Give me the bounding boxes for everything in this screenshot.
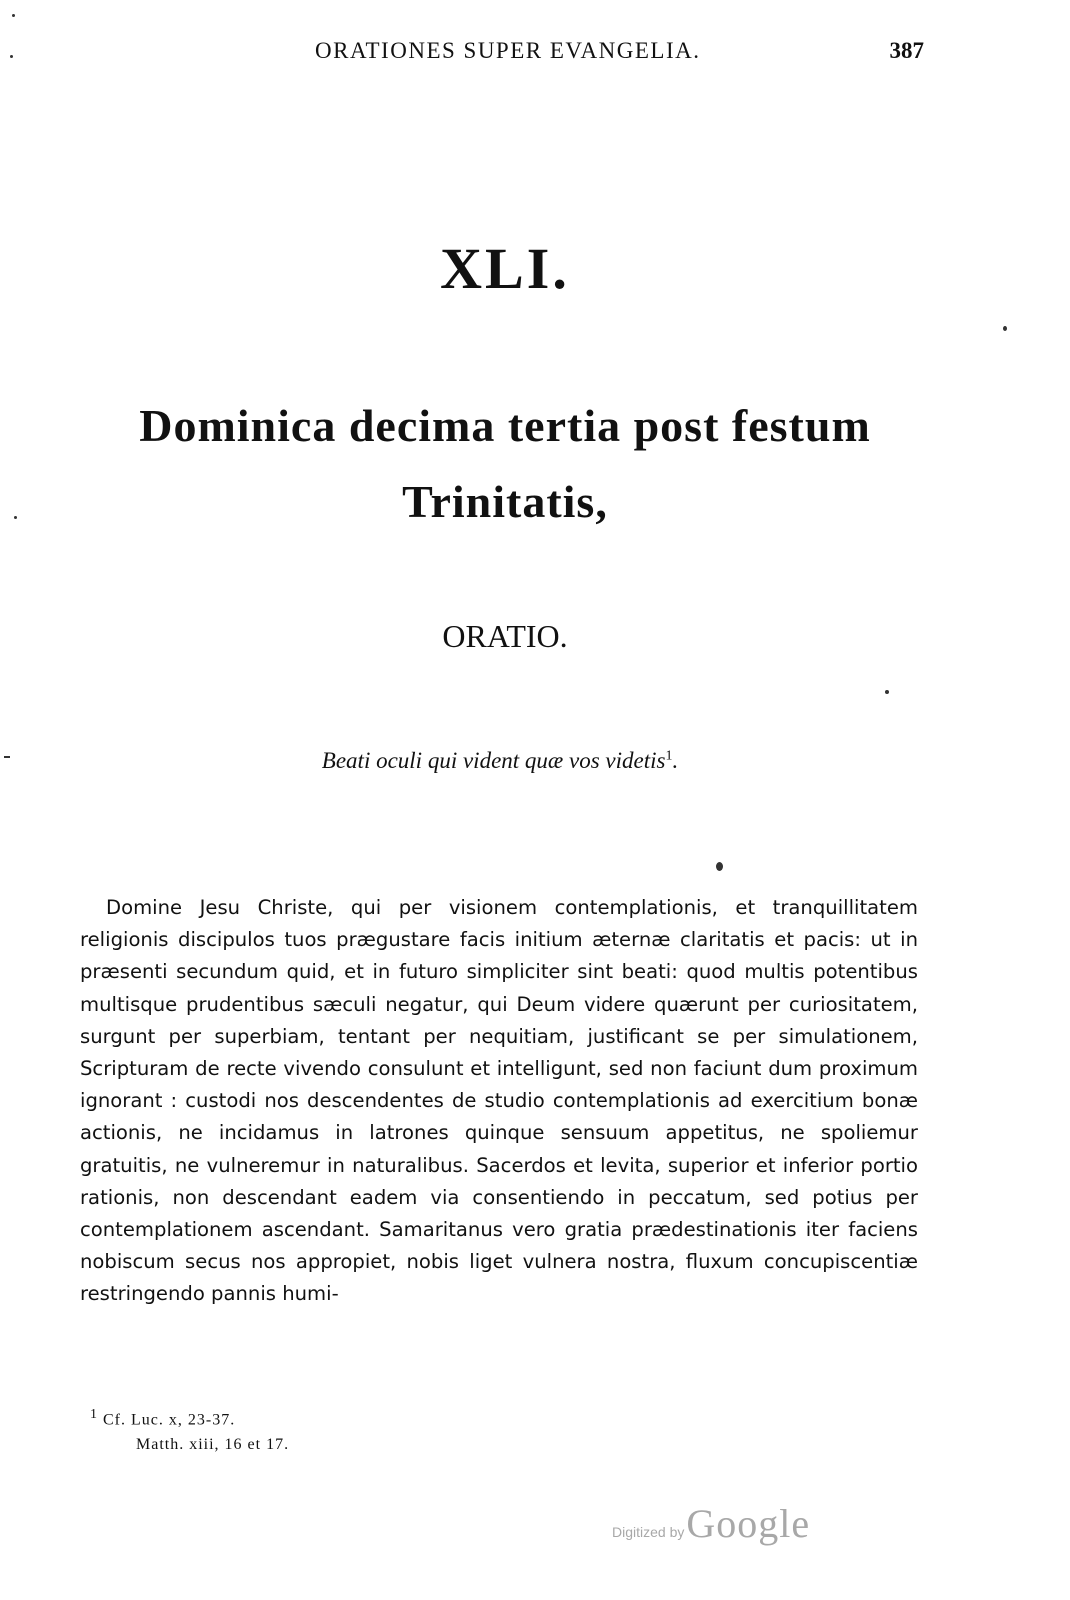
scan-speck — [10, 55, 13, 58]
epigraph — [0, 748, 1000, 774]
running-head: ORATIONES SUPER EVANGELIA. — [315, 38, 701, 63]
footnote-reference: 1 — [665, 748, 673, 764]
body-paragraph: Domine Jesu Christe, qui per visionem contemplationis, et tranquillitatem religionis discipulos tuos prægustare facis initium æternæ claritatis et pacis: ut in præsenti secundum quid, et in futuro simpliciter sint beati: quod multis potentibus multisque prudentibus sæculi negatur, qui Deum videre quærunt per curiositatem, surgunt per superbiam, tentant per nequitiam, justificant se per simulationem, Scripturam de recte vivendo consulunt et intelligunt, sed non faciunt dum proximum ignorant : custodi nos descendentes de studio contemplationis ad exercitium bonæ actionis, ne incidamus in latrones quinque sensuum appetitus, ne spoliemur gratuitis, ne vulneremur in naturalibus. Sacerdos et levita, superior et inferior portio rationis, non descendant eadem via consentiendo in peccatum, sed potius per contemplationem ascendant. Samaritanus vero gratia prædestinationis iter faciens nobiscum secus nos appropiet, nobis liget vulnera nostra, fluxum concupiscentiæ restringendo pannis humi- — [80, 896, 918, 1306]
watermark-prefix: Digitized by — [612, 1524, 685, 1540]
digitized-watermark — [612, 1500, 810, 1547]
chapter-title: Dominica decima tertia post festum Trinitatis, — [139, 400, 871, 527]
scan-speck — [1003, 326, 1007, 331]
scan-speck — [14, 516, 17, 519]
footnote-line-2: Matth. xiii, 16 et 17. — [136, 1436, 290, 1454]
footnote-text-1: Cf. Luc. x, 23-37. — [103, 1411, 236, 1429]
footnotes — [90, 1402, 289, 1457]
scan-speck — [4, 756, 10, 758]
scan-speck — [885, 690, 889, 694]
google-logo: Google — [686, 1501, 811, 1546]
epigraph-text: Beati oculi qui vident quæ vos videtis — [321, 748, 666, 773]
footnote-line-1 — [90, 1402, 289, 1432]
section-heading: ORATIO. — [442, 618, 568, 654]
scan-speck — [716, 862, 723, 871]
chapter-number: XLI. — [440, 236, 570, 301]
footnote-marker: 1 — [90, 1407, 98, 1422]
epigraph-end: . — [672, 748, 679, 773]
page-number: 387 — [889, 38, 924, 63]
scan-speck — [12, 14, 15, 17]
